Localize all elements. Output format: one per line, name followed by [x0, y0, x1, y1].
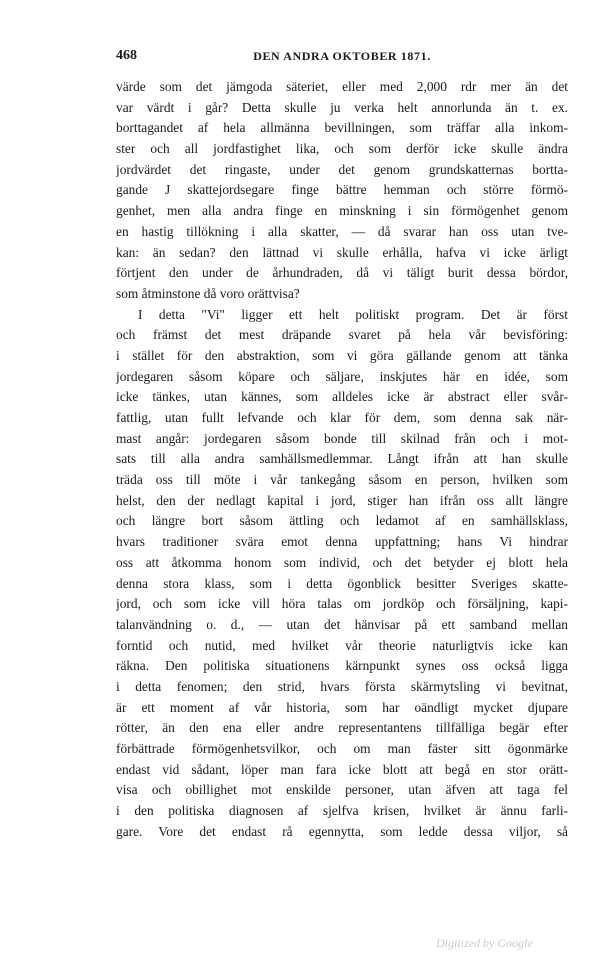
text-line: talanvändning o. d., — utan det hänvisar på ett samband mellan [116, 616, 568, 632]
text-line: helst, den der nedlagt kapital i jord, stiger han ifrån oss allt längre [116, 492, 568, 508]
text-line: värde som det jämgoda säteriet, eller med 2,000 rdr mer än det [116, 79, 568, 94]
text-line: denna stora klass, som i detta ögonblick besitter Sveriges skatte- [116, 575, 568, 591]
text-line: jordvärdet det ringaste, under det genom grundskatternas bortta- [116, 161, 568, 177]
text-line: forntid och nutid, med hvilket vår theorie naturligtvis icke kan [116, 637, 568, 653]
text-line: sats till alla andra samhällsmedlemmar. Långt ifrån att han skulle [116, 451, 568, 467]
text-line: rötter, än den ena eller andre representantens tillfälliga begär efter [116, 720, 568, 736]
text-line: som åtminstone då voro orättvisa? [116, 285, 300, 301]
page-number: 468 [116, 48, 137, 63]
text-line: hvars traditioner svära emot denna uppfattning; hans Vi hindrar [116, 534, 568, 550]
text-line: gande J skattejordsegare finge bättre hemman och större förmö- [116, 182, 568, 198]
text-line: gare. Vore det endast rå egennytta, som ledde dessa viljor, så [116, 823, 568, 839]
running-title: DEN ANDRA OKTOBER 1871. [253, 49, 431, 63]
text-line: mast angår: jordegaren såsom bonde till skilnad från och i mot- [116, 430, 568, 446]
text-line: endast vid sådant, löper man fara icke blott att begå en stor orätt- [116, 761, 568, 777]
text-line: ster och all jordfastighet lika, och som derför icke skulle ändra [116, 141, 568, 157]
text-line: förtjent den under de århundraden, då vi täligt burit dessa bördor, [116, 265, 568, 281]
text-line: fattlig, utan fullt lefvande och klar för dem, som denna sak när- [116, 410, 568, 425]
text-line: visa och obillighet mot enskilde personer, utan äfven att taga fel [116, 782, 568, 798]
text-line: jordegaren såsom köpare och säljare, inskjutes här en idée, som [116, 368, 568, 384]
text-line: och främst det mest dräpande svaret på hela vår bevisföring: [116, 327, 568, 343]
text-line: i stället för den abstraktion, som vi göra gällande genom att tänka [116, 347, 568, 363]
watermark: Digitized by Google [436, 936, 533, 950]
text-line: och längre bort såsom ättling och ledamot af en samhällsklass, [116, 513, 568, 529]
text-line: är ett moment af vår historia, som har oändligt mycket djupare [116, 699, 568, 715]
text-line: var värdt i går? Detta skulle ju verka helt annorlunda än t. ex. [116, 99, 568, 115]
text-line: en hastig tillökning i alla skatter, — då svarar han oss utan tve- [116, 223, 568, 239]
text-line: borttagandet af hela allmänna bevillningen, som träffar alla inkom- [116, 120, 568, 136]
text-line: I detta "Vi" ligger ett helt politiskt program. Det är först [138, 306, 568, 322]
text-line: räkna. Den politiska situationens kärnpunkt synes oss också ligga [116, 658, 568, 674]
text-line: jord, och som icke vill höra talas om jordköp och försäljning, kapi- [116, 596, 568, 612]
text-line: förbättrade förmögenhetsvilkor, och om man fäster sitt ögonmärke [116, 741, 568, 756]
text-line: genhet, men alla andra finge en minskning i sin förmögenhet genom [116, 203, 568, 219]
page-header [116, 48, 568, 68]
text-line: i den politiska diagnosen af sjelfva krisen, hvilket är ännu farli- [116, 803, 568, 819]
text-line: oss att åtkomma honom som individ, och det betyder ej blott hela [116, 554, 568, 570]
text-line: i detta fenomen; den strid, hvars första skärmytsling vi bevitnat, [116, 678, 568, 694]
text-line: kan: än sedan? den lättnad vi skulle erhålla, hafva vi icke ärligt [116, 244, 568, 260]
text-line: icke tänkes, utan kännes, som alldeles icke är abstract eller svår- [116, 389, 568, 405]
text-line: träda oss till möte i vår tankegång såsom en person, hvilken som [116, 472, 568, 488]
body-text [116, 77, 568, 842]
